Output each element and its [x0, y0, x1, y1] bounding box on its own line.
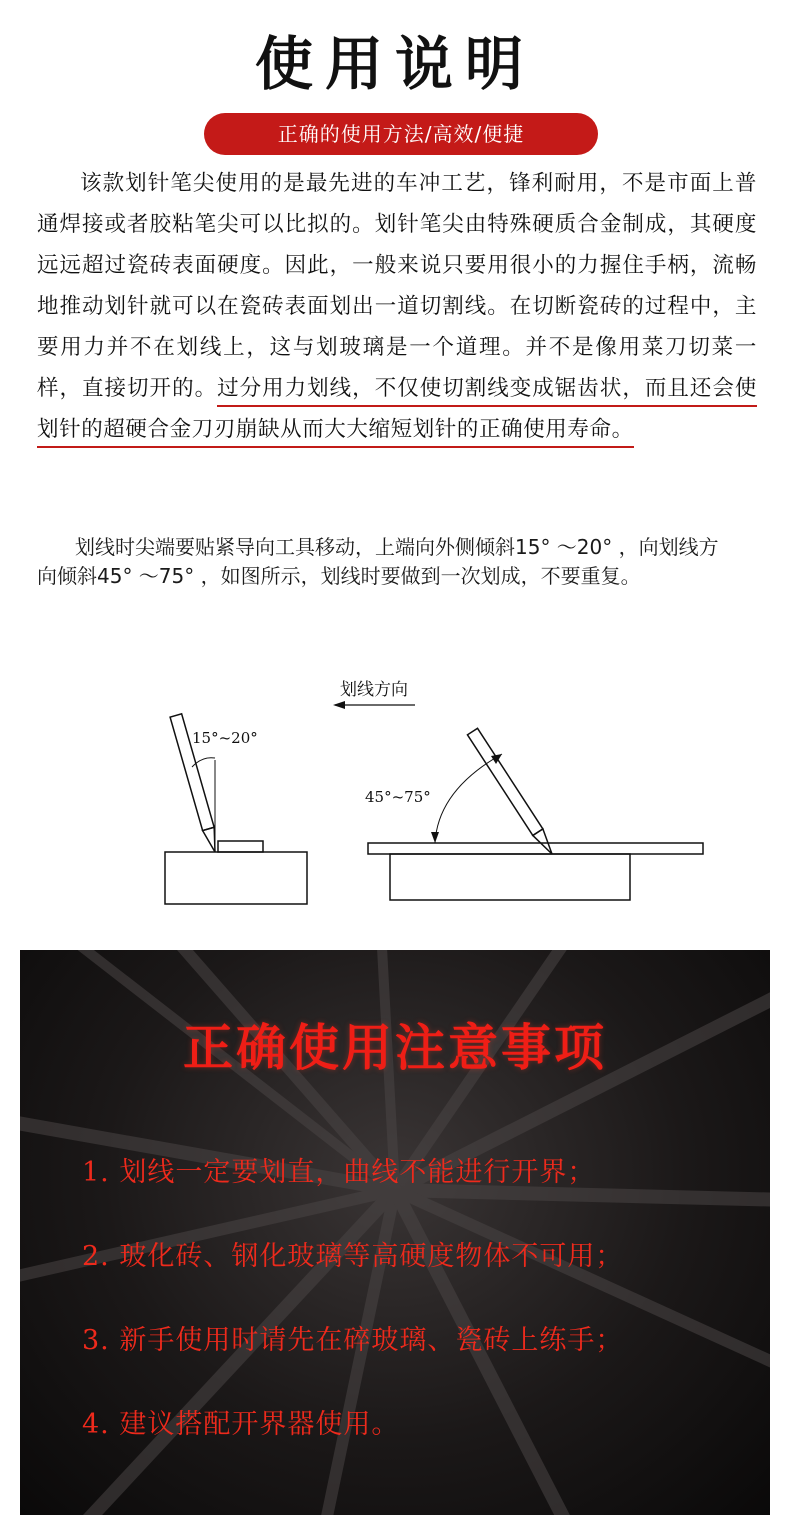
direction-label: 划线方向 [340, 680, 408, 700]
scribe-pen-right-icon [467, 728, 557, 857]
notice-panel [20, 950, 770, 1515]
intro-text: 该款划针笔尖使用的是最先进的车冲工艺，锋利耐用，不是市面上普通焊接或者胶粘笔尖可以比拟的。划针笔尖由特殊硬质合金制成，其硬度远远超过瓷砖表面硬度。因此，一般来说只要用很小的力握住手柄，流畅地推动划针就可以在瓷砖表面划出一道切割线。在切断瓷砖的过程中，主要用力并不在划线上，这与划玻璃是一个道理。并不是像用菜刀切菜一样，直接切开的。 [37, 171, 757, 401]
notice-item-3: 3. 新手使用时请先在碎玻璃、瓷砖上练手； [82, 1325, 624, 1356]
page-title: 使用说明 [254, 30, 535, 98]
instruction-paragraph [37, 533, 737, 591]
notice-item-2: 2. 玻化砖、钢化玻璃等高硬度物体不可用； [82, 1241, 624, 1272]
intro-paragraph [37, 163, 757, 450]
right-figure [365, 728, 703, 900]
left-figure [165, 714, 307, 904]
notice-title: 正确使用注意事项 [183, 1019, 607, 1077]
notice-item-4: 4. 建议搭配开界器使用。 [82, 1409, 400, 1440]
notice-item-1: 1. 划线一定要划直，曲线不能进行开界； [82, 1157, 596, 1188]
scribing-angle-diagram [140, 670, 720, 920]
subtitle-banner: 正确的使用方法/高效/便捷 [204, 113, 598, 155]
angle1-label: 15°~20° [192, 729, 258, 747]
direction-arrow-icon [333, 701, 415, 709]
intro-underlined-text: 过分用力划线，不仅使切割线变成锯齿状，而且还会使划针的超硬合金刀刃崩缺从而大大缩短划针的正确使用寿命。 [37, 376, 757, 448]
angle2-label: 45°~75° [365, 788, 431, 806]
instruction-text: 划线时尖端要贴紧导向工具移动，上端向外侧倾斜15° ～20° ，向划线方向倾斜45° ～75° ，如图所示，划线时要做到一次划成，不要重复。 [37, 535, 719, 588]
